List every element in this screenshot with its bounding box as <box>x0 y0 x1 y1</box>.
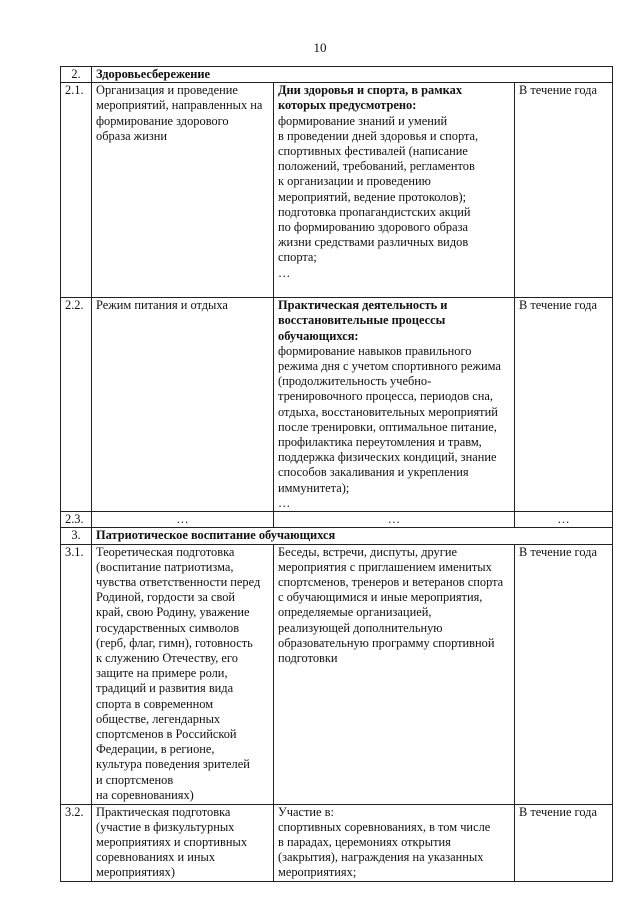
term-cell: В течение года <box>515 83 613 298</box>
row-number: 2.1. <box>61 83 92 298</box>
content-heading: Дни здоровья и спорта, в рамках которых предусмотрено: <box>278 83 463 113</box>
content-text: формирование знаний и умений в проведении дней здоровья и спорта, спортивных фестивалей (написание положений, требований, регламентов к организации и проведению мероприятий, ведение протоколов); подготовка пропагандистских акций по формированию здорового образа жизни средствами различных видов спорта; … <box>278 113 479 280</box>
term-cell: В течение года <box>515 544 613 804</box>
topic-cell: Организация и проведение мероприятий, направленных на формирование здорового образа жизни <box>92 83 274 298</box>
section-title: Здоровьесбережение <box>92 67 613 83</box>
section-row <box>61 67 613 83</box>
topic-cell: Режим питания и отдыха <box>92 298 274 512</box>
content-cell: … <box>274 512 515 528</box>
row-number: 3.1. <box>61 544 92 804</box>
row-number: 3.2. <box>61 804 92 881</box>
page-number: 10 <box>313 40 327 55</box>
section-row <box>61 528 613 544</box>
topic-cell: Теоретическая подготовка (воспитание патриотизма, чувства ответственности перед Родиной, гордости за свой край, свою Родину, уважение государственных символов (герб, флаг, гимн), готовность к служению Отечеству, его защите на примере роли, традиций и развития вида спорта в современном обществе, легендарных спортсменов в Российской Федерации, в регионе, культура поведения зрителей и спортсменов на соревнованиях) <box>92 544 274 804</box>
table-row <box>61 83 613 298</box>
section-title: Патриотическое воспитание обучающихся <box>92 528 613 544</box>
content-text: формирование навыков правильного режима дня с учетом спортивного режима (продолжительность учебно- тренировочного процесса, периодов сна, отдыха, восстановительных мероприятий после тренировки, оптимальное питание, профилактика переутомления и травм, поддержка физических кондиций, знание способов закаливания и укрепления иммунитета); … <box>278 343 501 510</box>
plan-table <box>60 66 613 882</box>
table-row <box>61 512 613 528</box>
row-number: 2.3. <box>61 512 92 528</box>
table-row <box>61 298 613 512</box>
term-cell: В течение года <box>515 804 613 881</box>
topic-cell: Практическая подготовка (участие в физкультурных мероприятиях и спортивных соревнованиях и иных мероприятиях) <box>92 804 274 881</box>
content-cell <box>274 83 515 298</box>
row-number: 2.2. <box>61 298 92 512</box>
topic-cell: … <box>92 512 274 528</box>
content-cell <box>274 298 515 512</box>
table-row <box>61 804 613 881</box>
row-number: 3. <box>61 528 92 544</box>
content-cell: Беседы, встречи, диспуты, другие мероприятия с приглашением именитых спортсменов, тренеров и ветеранов спорта с обучающимися и иные мероприятия, определяемые организацией, реализующей дополнительную образовательную программу спортивной подготовки <box>274 544 515 804</box>
row-number: 2. <box>61 67 92 83</box>
term-cell: В течение года <box>515 298 613 512</box>
table-row <box>61 544 613 804</box>
content-heading: Практическая деятельность и восстановительные процессы обучающихся: <box>278 298 448 343</box>
term-cell: … <box>515 512 613 528</box>
content-cell: Участие в: спортивных соревнованиях, в том числе в парадах, церемониях открытия (закрытия), награждения на указанных мероприятиях; <box>274 804 515 881</box>
